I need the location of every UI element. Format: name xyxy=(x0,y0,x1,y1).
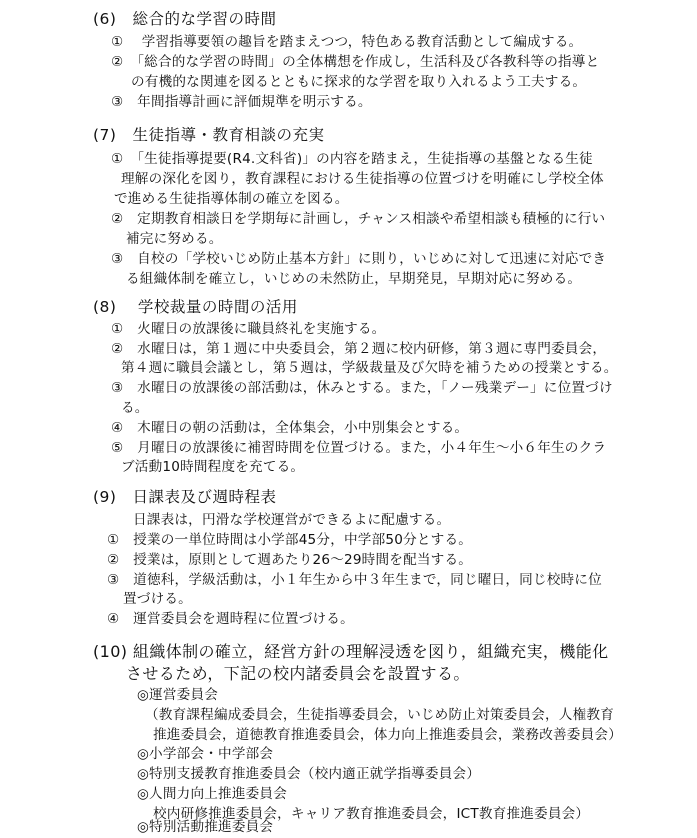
section-6-item-2: ② 「総合的な学習の時間」の全体構想を作成し，生活科及び各教科等の指導と xyxy=(111,54,600,70)
section-8-item-2: ② 水曜日は，第１週に中央委員会，第２週に校内研修，第３週に専門委員会， xyxy=(111,341,607,357)
section-8-item-5: ⑤ 月曜日の放課後に補習時間を位置づける。また，小４年生～小６年生のクラ xyxy=(111,440,607,456)
section-8-item-2-cont: 第４週に職員会議とし，第５週は，学級裁量及び欠時を補うための授業とする。 xyxy=(121,360,618,376)
section-8-item-4: ④ 木曜日の朝の活動は，全体集会，小中別集会とする。 xyxy=(111,420,469,436)
section-7-item-2: ② 定期教育相談日を学期毎に計画し，チャンス相談や希望相談も積極的に行い xyxy=(111,211,606,227)
section-10-heading-cont: させるため，下記の校内諸委員会を設置する。 xyxy=(126,664,470,683)
section-7-heading: (7) 生徒指導・教育相談の充実 xyxy=(93,126,325,144)
section-8-heading: (8) 学校裁量の時間の活用 xyxy=(93,298,298,316)
section-9-item-2: ② 授業は，原則として週あたり26～29時間を配当する。 xyxy=(107,552,473,568)
section-7-item-2-cont: 補完に努める。 xyxy=(126,231,223,247)
committee-ningenryoku: ◎人間力向上推進委員会 xyxy=(137,786,287,802)
section-6-heading: (6) 総合的な学習の時間 xyxy=(93,10,277,28)
committee-bukai: ◎小学部会・中学部会 xyxy=(137,746,274,762)
section-9-item-4: ④ 運営委員会を週時程に位置づける。 xyxy=(107,611,354,627)
section-7-item-3: ③ 自校の「学校いじめ防止基本方針」に則り，いじめに対して迅速に対応でき xyxy=(111,251,607,267)
section-8-item-3: ③ 水曜日の放課後の部活動は，休みとする。また，「ノー残業デー」に位置づけ xyxy=(111,380,613,396)
committee-tokkatsu: ◎特別活動推進委員会 xyxy=(137,819,274,835)
section-8-item-5-cont: ブ活動10時間程度を充てる。 xyxy=(121,459,305,475)
section-9-item-3: ③ 道徳科，学級活動は，小１年生から中３年生まで，同じ曜日，同じ校時に位 xyxy=(107,572,602,588)
section-9-item-1: ① 授業の一単位時間は小学部45分，中学部50分とする。 xyxy=(107,532,473,548)
committee-unei-detail-2: 推進委員会，道徳教育推進委員会，体力向上推進委員会，業務改善委員会） xyxy=(153,727,622,743)
section-7-item-1-cont-2: で進める生徒指導体制の確立を図る。 xyxy=(114,191,349,207)
section-8-item-3-cont: る。 xyxy=(121,400,149,416)
section-9-intro: 日課表は，円滑な学校運営ができるよに配慮する。 xyxy=(133,512,451,528)
section-8-item-1: ① 火曜日の放課後に職員終礼を実施する。 xyxy=(111,321,386,337)
section-6-item-3: ③ 年間指導計画に評価規準を明示する。 xyxy=(111,94,372,110)
section-6-item-2-cont: の有機的な関連を図るとともに探求的な学習を取り入れるよう工夫する。 xyxy=(131,74,587,90)
section-7-item-3-cont: る組織体制を確立し，いじめの未然防止，早期発見，早期対応に努める。 xyxy=(126,271,582,287)
section-7-item-1: ① 「生徒指導提要(R4.文科省)」の内容を踏まえ，生徒指導の基盤となる生徒 xyxy=(111,151,593,167)
committee-ningenryoku-detail: 校内研修推進委員会，キャリア教育推進委員会，ICT教育推進委員会） xyxy=(153,806,590,822)
section-9-item-3-cont: 置づける。 xyxy=(123,591,192,607)
section-10-heading: (10) 組織体制の確立，経営方針の理解浸透を図り，組織充実，機能化 xyxy=(93,642,609,661)
committee-unei-detail-1: （教育課程編成委員会，生徒指導委員会，いじめ防止対策委員会，人権教育 xyxy=(145,707,614,723)
committee-tokubetsushien: ◎特別支援教育推進委員会（校内適正就学指導委員会） xyxy=(137,766,481,782)
committee-unei: ◎運営委員会 xyxy=(137,687,219,703)
section-7-item-1-cont-1: 理解の深化を図り，教育課程における生徒指導の位置づけを明確にし学校全体 xyxy=(121,171,604,187)
section-9-heading: (9) 日課表及び週時程表 xyxy=(93,488,277,506)
section-6-item-1: ① 学習指導要領の趣旨を踏まえつつ，特色ある教育活動として編成する。 xyxy=(111,34,583,50)
